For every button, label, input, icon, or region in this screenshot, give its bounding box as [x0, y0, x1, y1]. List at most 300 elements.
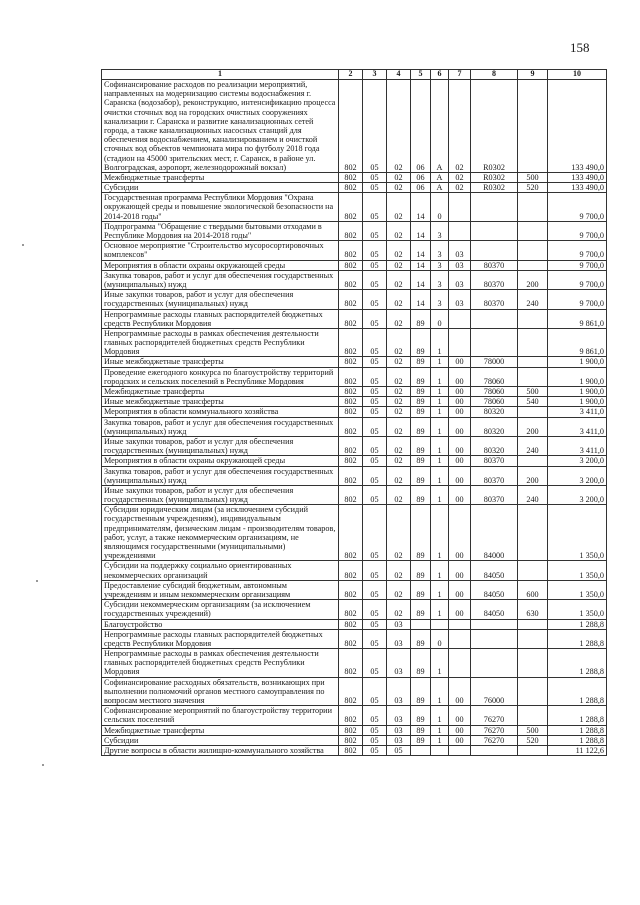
- row-code-cell: 89: [411, 706, 431, 725]
- table-row: [102, 80, 607, 173]
- row-code-cell: 02: [387, 270, 411, 289]
- row-amount-cell: 1 900,0: [548, 357, 607, 367]
- row-code-cell: 802: [339, 357, 363, 367]
- table-row: [102, 221, 607, 240]
- row-code-cell: 05: [363, 600, 387, 619]
- row-code-cell: 1: [431, 725, 449, 735]
- row-code-cell: 1: [431, 357, 449, 367]
- row-code-cell: 05: [363, 466, 387, 485]
- row-code-cell: 76000: [471, 677, 518, 706]
- row-code-cell: 84000: [471, 505, 518, 561]
- header-cell: 7: [449, 70, 471, 80]
- row-code-cell: 802: [339, 407, 363, 417]
- row-code-cell: 05: [363, 290, 387, 309]
- header-cell: 8: [471, 70, 518, 80]
- row-code-cell: 05: [363, 725, 387, 735]
- row-code-cell: 02: [387, 193, 411, 222]
- row-code-cell: 80370: [471, 290, 518, 309]
- row-code-cell: 00: [449, 677, 471, 706]
- row-code-cell: 89: [411, 600, 431, 619]
- table-row: [102, 600, 607, 619]
- row-code-cell: 1: [431, 505, 449, 561]
- row-name-cell: Субсидии на поддержку социально ориентированных некоммерческих организаций: [102, 561, 339, 580]
- scan-artifact: [22, 244, 24, 246]
- row-code-cell: [518, 505, 548, 561]
- row-code-cell: 14: [411, 270, 431, 289]
- row-code-cell: 00: [449, 367, 471, 386]
- row-code-cell: 200: [518, 270, 548, 289]
- row-code-cell: [471, 619, 518, 629]
- row-code-cell: 802: [339, 183, 363, 193]
- row-code-cell: 84050: [471, 561, 518, 580]
- row-code-cell: 05: [363, 436, 387, 455]
- header-cell: 1: [102, 70, 339, 80]
- row-code-cell: 89: [411, 505, 431, 561]
- table-row: [102, 456, 607, 466]
- table-row: [102, 436, 607, 455]
- row-code-cell: 3: [431, 221, 449, 240]
- row-code-cell: 05: [363, 270, 387, 289]
- row-amount-cell: 1 288,8: [548, 619, 607, 629]
- table-row: [102, 466, 607, 485]
- row-code-cell: 78060: [471, 387, 518, 397]
- row-code-cell: 89: [411, 417, 431, 436]
- row-code-cell: 89: [411, 649, 431, 678]
- row-code-cell: 02: [387, 328, 411, 357]
- row-code-cell: 05: [363, 397, 387, 407]
- table-row: [102, 417, 607, 436]
- row-code-cell: 00: [449, 505, 471, 561]
- row-code-cell: [518, 80, 548, 173]
- row-code-cell: 802: [339, 735, 363, 745]
- row-code-cell: 02: [387, 505, 411, 561]
- row-code-cell: R0302: [471, 172, 518, 182]
- scan-artifact: [42, 764, 44, 766]
- row-name-cell: Иные закупки товаров, работ и услуг для обеспечения государственных (муниципальных) нужд: [102, 290, 339, 309]
- table-row: [102, 172, 607, 182]
- row-code-cell: 02: [387, 387, 411, 397]
- row-code-cell: R0302: [471, 80, 518, 173]
- row-code-cell: [471, 629, 518, 648]
- row-code-cell: 02: [449, 80, 471, 173]
- row-code-cell: 89: [411, 735, 431, 745]
- row-code-cell: 05: [363, 745, 387, 755]
- row-code-cell: 05: [363, 241, 387, 260]
- row-code-cell: 630: [518, 600, 548, 619]
- row-code-cell: 03: [387, 619, 411, 629]
- row-code-cell: 802: [339, 745, 363, 755]
- row-code-cell: 00: [449, 407, 471, 417]
- table-row: [102, 561, 607, 580]
- row-code-cell: 00: [449, 456, 471, 466]
- row-code-cell: 05: [363, 505, 387, 561]
- row-code-cell: 76270: [471, 725, 518, 735]
- row-code-cell: [471, 745, 518, 755]
- row-code-cell: 05: [363, 260, 387, 270]
- row-name-cell: Подпрограмма "Обращение с твердыми бытовыми отходами в Республике Мордовия на 2014-2018 годы": [102, 221, 339, 240]
- row-code-cell: 80320: [471, 417, 518, 436]
- row-amount-cell: 1 900,0: [548, 387, 607, 397]
- row-name-cell: Софинансирование мероприятий по благоустройству территории сельских поселений: [102, 706, 339, 725]
- table-row: [102, 397, 607, 407]
- row-code-cell: 802: [339, 290, 363, 309]
- row-code-cell: 802: [339, 706, 363, 725]
- row-code-cell: 00: [449, 387, 471, 397]
- row-name-cell: Благоустройство: [102, 619, 339, 629]
- row-code-cell: 520: [518, 735, 548, 745]
- row-code-cell: 600: [518, 580, 548, 599]
- row-code-cell: 05: [363, 561, 387, 580]
- row-amount-cell: 1 350,0: [548, 505, 607, 561]
- row-code-cell: [518, 367, 548, 386]
- row-name-cell: Предоставление субсидий бюджетным, автономным учреждениям и иным некоммерческим организациям: [102, 580, 339, 599]
- row-code-cell: 05: [363, 172, 387, 182]
- row-code-cell: 540: [518, 397, 548, 407]
- table-row: [102, 193, 607, 222]
- row-code-cell: 3: [431, 241, 449, 260]
- row-amount-cell: 1 288,8: [548, 677, 607, 706]
- row-amount-cell: 9 861,0: [548, 309, 607, 328]
- row-amount-cell: 1 288,8: [548, 735, 607, 745]
- row-code-cell: [518, 357, 548, 367]
- row-name-cell: Иные межбюджетные трансферты: [102, 397, 339, 407]
- row-amount-cell: 3 200,0: [548, 466, 607, 485]
- row-code-cell: 00: [449, 466, 471, 485]
- table-row: [102, 706, 607, 725]
- row-code-cell: 80370: [471, 260, 518, 270]
- row-code-cell: А: [431, 172, 449, 182]
- row-code-cell: [449, 649, 471, 678]
- row-amount-cell: 9 700,0: [548, 193, 607, 222]
- row-code-cell: 802: [339, 80, 363, 173]
- row-code-cell: 3: [431, 290, 449, 309]
- row-code-cell: 802: [339, 466, 363, 485]
- row-amount-cell: 9 700,0: [548, 260, 607, 270]
- row-code-cell: 80320: [471, 436, 518, 455]
- row-code-cell: 00: [449, 397, 471, 407]
- row-name-cell: Другие вопросы в области жилищно-коммунального хозяйства: [102, 745, 339, 755]
- row-code-cell: [518, 677, 548, 706]
- row-code-cell: 00: [449, 561, 471, 580]
- row-code-cell: 14: [411, 221, 431, 240]
- row-code-cell: 78060: [471, 397, 518, 407]
- row-code-cell: 802: [339, 172, 363, 182]
- row-code-cell: 06: [411, 80, 431, 173]
- row-code-cell: 802: [339, 270, 363, 289]
- row-code-cell: 240: [518, 436, 548, 455]
- row-code-cell: 1: [431, 735, 449, 745]
- row-code-cell: [518, 328, 548, 357]
- budget-table: [101, 69, 607, 756]
- row-name-cell: Межбюджетные трансферты: [102, 172, 339, 182]
- row-code-cell: 1: [431, 561, 449, 580]
- row-code-cell: 76270: [471, 706, 518, 725]
- row-code-cell: 89: [411, 485, 431, 504]
- row-code-cell: 80370: [471, 270, 518, 289]
- row-amount-cell: 1 900,0: [548, 397, 607, 407]
- row-name-cell: Мероприятия в области охраны окружающей среды: [102, 456, 339, 466]
- row-amount-cell: 1 350,0: [548, 580, 607, 599]
- row-code-cell: 02: [387, 309, 411, 328]
- row-code-cell: 500: [518, 387, 548, 397]
- row-code-cell: 802: [339, 677, 363, 706]
- row-amount-cell: 133 490,0: [548, 80, 607, 173]
- table-row: [102, 290, 607, 309]
- row-amount-cell: 9 700,0: [548, 270, 607, 289]
- table-row: [102, 241, 607, 260]
- row-code-cell: [518, 629, 548, 648]
- row-code-cell: [518, 561, 548, 580]
- row-code-cell: 05: [363, 407, 387, 417]
- row-code-cell: 89: [411, 357, 431, 367]
- row-code-cell: [518, 706, 548, 725]
- row-code-cell: 1: [431, 407, 449, 417]
- row-code-cell: 1: [431, 649, 449, 678]
- row-code-cell: 02: [387, 436, 411, 455]
- row-code-cell: 02: [449, 172, 471, 182]
- row-code-cell: 802: [339, 309, 363, 328]
- table-row: [102, 183, 607, 193]
- row-amount-cell: 9 861,0: [548, 328, 607, 357]
- row-code-cell: 80370: [471, 456, 518, 466]
- row-code-cell: 14: [411, 260, 431, 270]
- row-amount-cell: 3 200,0: [548, 485, 607, 504]
- row-code-cell: [449, 629, 471, 648]
- table-row: [102, 309, 607, 328]
- row-code-cell: [518, 309, 548, 328]
- row-code-cell: 03: [449, 241, 471, 260]
- row-code-cell: 00: [449, 725, 471, 735]
- table-row: [102, 328, 607, 357]
- row-code-cell: 02: [387, 561, 411, 580]
- row-name-cell: Межбюджетные трансферты: [102, 725, 339, 735]
- row-code-cell: 80370: [471, 485, 518, 504]
- row-code-cell: 802: [339, 221, 363, 240]
- table-row: [102, 745, 607, 755]
- header-cell: 9: [518, 70, 548, 80]
- row-code-cell: [471, 193, 518, 222]
- header-cell: 6: [431, 70, 449, 80]
- row-name-cell: Проведение ежегодного конкурса по благоустройству территорий городских и сельских поселений в Республике Мордовия: [102, 367, 339, 386]
- row-code-cell: [518, 193, 548, 222]
- row-code-cell: [449, 328, 471, 357]
- row-code-cell: 14: [411, 290, 431, 309]
- table-row: [102, 270, 607, 289]
- row-code-cell: 05: [363, 387, 387, 397]
- row-code-cell: 802: [339, 241, 363, 260]
- row-code-cell: 802: [339, 629, 363, 648]
- row-code-cell: 802: [339, 600, 363, 619]
- row-code-cell: 03: [449, 270, 471, 289]
- row-code-cell: 802: [339, 328, 363, 357]
- row-code-cell: 03: [449, 260, 471, 270]
- header-cell: 3: [363, 70, 387, 80]
- row-code-cell: 02: [387, 417, 411, 436]
- row-code-cell: 02: [387, 172, 411, 182]
- row-code-cell: 00: [449, 706, 471, 725]
- row-code-cell: 03: [387, 706, 411, 725]
- row-code-cell: 05: [363, 456, 387, 466]
- row-code-cell: 02: [449, 183, 471, 193]
- row-code-cell: 802: [339, 367, 363, 386]
- row-name-cell: Мероприятия в области коммунального хозяйства: [102, 407, 339, 417]
- table-row: [102, 485, 607, 504]
- row-code-cell: 03: [387, 725, 411, 735]
- row-code-cell: [471, 221, 518, 240]
- row-code-cell: 802: [339, 397, 363, 407]
- row-code-cell: [411, 745, 431, 755]
- row-code-cell: 02: [387, 580, 411, 599]
- row-code-cell: 1: [431, 466, 449, 485]
- row-name-cell: Межбюджетные трансферты: [102, 387, 339, 397]
- row-code-cell: 1: [431, 387, 449, 397]
- row-code-cell: А: [431, 80, 449, 173]
- row-code-cell: [471, 309, 518, 328]
- row-code-cell: [431, 745, 449, 755]
- row-code-cell: 802: [339, 485, 363, 504]
- row-code-cell: 80370: [471, 466, 518, 485]
- row-code-cell: [449, 309, 471, 328]
- table-row: [102, 260, 607, 270]
- row-code-cell: 500: [518, 725, 548, 735]
- row-name-cell: Непрограммные расходы в рамках обеспечения деятельности главных распорядителей бюджетных средств Республики Мордовия: [102, 649, 339, 678]
- row-amount-cell: 133 490,0: [548, 183, 607, 193]
- row-code-cell: 200: [518, 466, 548, 485]
- header-cell: 2: [339, 70, 363, 80]
- row-code-cell: 00: [449, 580, 471, 599]
- row-code-cell: 02: [387, 466, 411, 485]
- row-code-cell: 89: [411, 407, 431, 417]
- row-code-cell: 78060: [471, 367, 518, 386]
- row-code-cell: 240: [518, 485, 548, 504]
- row-code-cell: [471, 241, 518, 260]
- row-amount-cell: 1 288,8: [548, 706, 607, 725]
- row-name-cell: Субсидии: [102, 735, 339, 745]
- row-code-cell: 89: [411, 580, 431, 599]
- row-code-cell: [449, 221, 471, 240]
- row-code-cell: 05: [363, 193, 387, 222]
- row-code-cell: 03: [387, 677, 411, 706]
- table-row: [102, 387, 607, 397]
- table-row: [102, 677, 607, 706]
- row-code-cell: 802: [339, 649, 363, 678]
- row-code-cell: 03: [449, 290, 471, 309]
- row-code-cell: [449, 745, 471, 755]
- row-amount-cell: 9 700,0: [548, 241, 607, 260]
- row-code-cell: 802: [339, 561, 363, 580]
- row-code-cell: 02: [387, 456, 411, 466]
- row-code-cell: 89: [411, 397, 431, 407]
- row-name-cell: Закупка товаров, работ и услуг для обеспечения государственных (муниципальных) нужд: [102, 417, 339, 436]
- row-code-cell: 89: [411, 436, 431, 455]
- row-code-cell: [449, 619, 471, 629]
- row-code-cell: 802: [339, 193, 363, 222]
- row-code-cell: [518, 260, 548, 270]
- row-code-cell: 03: [387, 629, 411, 648]
- row-code-cell: 05: [363, 357, 387, 367]
- row-code-cell: 03: [387, 735, 411, 745]
- row-code-cell: 05: [363, 735, 387, 745]
- row-amount-cell: 133 490,0: [548, 172, 607, 182]
- row-code-cell: 05: [363, 706, 387, 725]
- row-name-cell: Непрограммные расходы в рамках обеспечения деятельности главных распорядителей бюджетных средств Республики Мордовия: [102, 328, 339, 357]
- row-code-cell: 05: [363, 485, 387, 504]
- row-code-cell: 3: [431, 260, 449, 270]
- row-code-cell: [471, 328, 518, 357]
- row-code-cell: 02: [387, 357, 411, 367]
- row-name-cell: Софинансирование расходов по реализации мероприятий, направленных на модернизацию системы водоснабжения г. Саранска (водозабор), реконструкцию, интенсификацию процесса очистки сточных вод на городских очистных сооружениях канализации г. Саранска и развитие канализационных сетей города, а также канализационных насосных станций для обеспечения водоснабжением, канализированием и очисткой сточных вод объектов чемпионата мира по футболу 2018 года (стадион на 45000 зрительских мест, г. Саранск, в районе ул. Волгоградская, аэропорт, железнодорожный вокзал): [102, 80, 339, 173]
- row-code-cell: 76270: [471, 735, 518, 745]
- row-code-cell: 802: [339, 725, 363, 735]
- row-code-cell: 802: [339, 619, 363, 629]
- row-code-cell: 00: [449, 357, 471, 367]
- row-code-cell: 05: [363, 619, 387, 629]
- row-code-cell: 84050: [471, 600, 518, 619]
- row-code-cell: 05: [387, 745, 411, 755]
- table-header-row: [102, 70, 607, 80]
- row-code-cell: 802: [339, 505, 363, 561]
- row-code-cell: 1: [431, 580, 449, 599]
- row-code-cell: 1: [431, 600, 449, 619]
- row-amount-cell: 1 350,0: [548, 561, 607, 580]
- row-code-cell: 1: [431, 367, 449, 386]
- row-code-cell: 1: [431, 397, 449, 407]
- row-code-cell: 78000: [471, 357, 518, 367]
- row-name-cell: Субсидии некоммерческим организациям (за исключением государственных учреждений): [102, 600, 339, 619]
- row-code-cell: 02: [387, 290, 411, 309]
- row-code-cell: 802: [339, 580, 363, 599]
- row-code-cell: 0: [431, 193, 449, 222]
- row-code-cell: [518, 407, 548, 417]
- row-code-cell: 89: [411, 367, 431, 386]
- row-code-cell: 02: [387, 407, 411, 417]
- row-code-cell: [518, 649, 548, 678]
- row-code-cell: 00: [449, 485, 471, 504]
- row-code-cell: 06: [411, 183, 431, 193]
- row-amount-cell: 1 288,8: [548, 725, 607, 735]
- row-code-cell: А: [431, 183, 449, 193]
- row-code-cell: 89: [411, 677, 431, 706]
- row-code-cell: 00: [449, 735, 471, 745]
- row-name-cell: Мероприятия в области охраны окружающей среды: [102, 260, 339, 270]
- row-amount-cell: 3 411,0: [548, 417, 607, 436]
- row-code-cell: 89: [411, 629, 431, 648]
- row-code-cell: 02: [387, 260, 411, 270]
- row-code-cell: 240: [518, 290, 548, 309]
- row-code-cell: [518, 241, 548, 260]
- row-code-cell: [518, 221, 548, 240]
- row-name-cell: Иные закупки товаров, работ и услуг для обеспечения государственных (муниципальных) нужд: [102, 485, 339, 504]
- header-cell: 10: [548, 70, 607, 80]
- row-name-cell: Непрограммные расходы главных распорядителей бюджетных средств Республики Мордовия: [102, 629, 339, 648]
- page-number: 158: [570, 40, 590, 55]
- row-code-cell: 02: [387, 80, 411, 173]
- row-code-cell: 02: [387, 485, 411, 504]
- table-row: [102, 649, 607, 678]
- row-code-cell: 06: [411, 172, 431, 182]
- row-code-cell: 200: [518, 417, 548, 436]
- row-code-cell: 02: [387, 221, 411, 240]
- table-row: [102, 725, 607, 735]
- row-code-cell: 89: [411, 387, 431, 397]
- row-code-cell: 1: [431, 417, 449, 436]
- row-code-cell: 0: [431, 629, 449, 648]
- row-code-cell: 03: [387, 649, 411, 678]
- row-amount-cell: 1 288,8: [548, 649, 607, 678]
- row-code-cell: [431, 619, 449, 629]
- row-code-cell: 05: [363, 80, 387, 173]
- row-name-cell: Закупка товаров, работ и услуг для обеспечения государственных (муниципальных) нужд: [102, 466, 339, 485]
